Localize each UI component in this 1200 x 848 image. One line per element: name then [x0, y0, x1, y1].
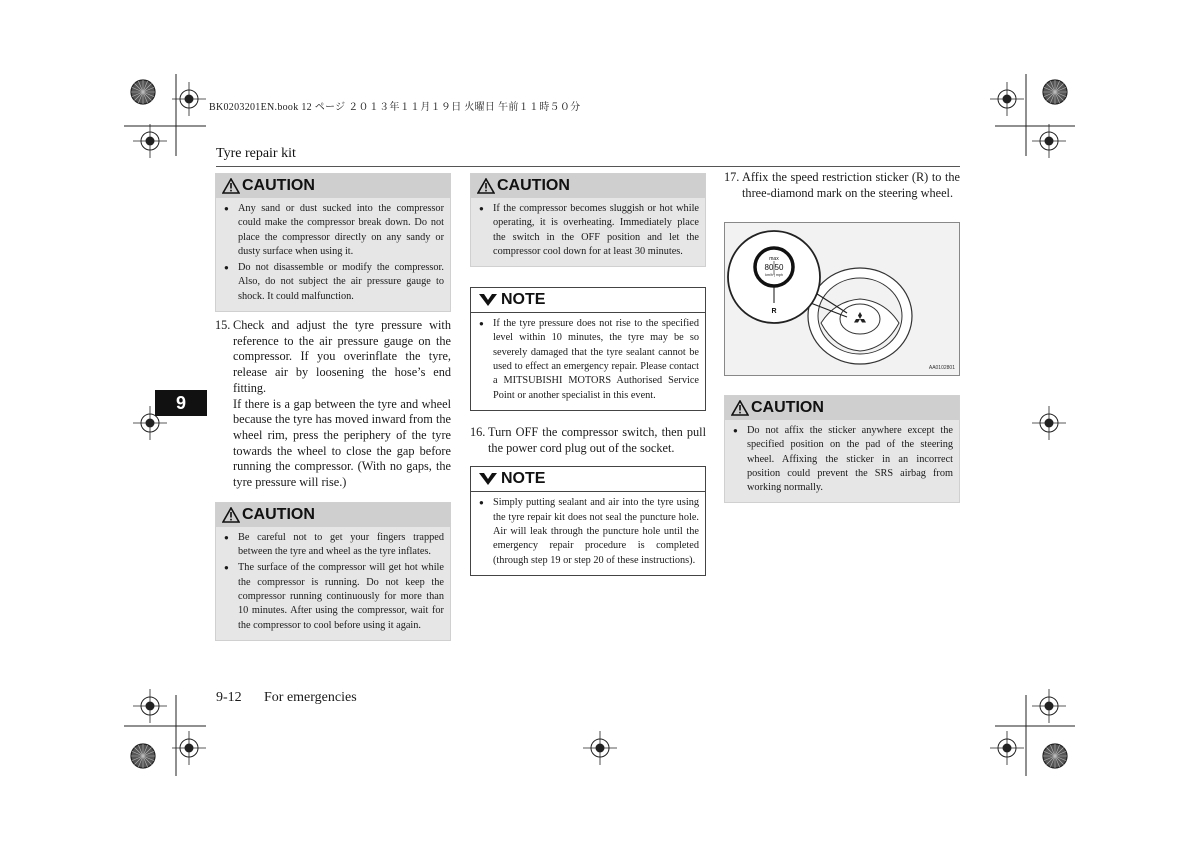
caution-title: CAUTION	[242, 505, 315, 523]
note-box	[470, 466, 706, 575]
caution-title: CAUTION	[242, 177, 315, 194]
chapter-tab: 9	[155, 390, 207, 416]
caution-title: CAUTION	[751, 399, 824, 416]
step-text: Turn OFF the compressor switch, then pull the power cord plug out of the socket.	[488, 424, 706, 455]
caution-header	[216, 503, 450, 527]
warning-triangle-icon	[222, 178, 240, 194]
header-rule	[216, 166, 960, 167]
note-header	[471, 467, 705, 492]
footer-section-title: For emergencies	[264, 690, 357, 705]
figure-code: AA0102801	[928, 365, 955, 371]
sticker-units: km/h | mph	[765, 273, 783, 277]
sticker-max-text: max	[769, 256, 779, 262]
note-check-icon	[477, 471, 499, 487]
left-column	[215, 173, 451, 641]
caution-item: ● Be careful not to get your fingers trapped between the tyre and wheel as the tyre inflates.	[224, 531, 444, 560]
callout-label-r: R	[771, 308, 777, 315]
step-number: 17.	[724, 170, 740, 184]
caution-title: CAUTION	[497, 177, 570, 194]
note-box	[470, 287, 706, 411]
steering-wheel-figure	[724, 222, 960, 376]
caution-item: ● If the compressor becomes sluggish or hot while operating, it is overheating. Immediately place the switch in the OFF position and let the compressor cool down for at least 30 minutes.	[479, 202, 699, 259]
note-check-icon	[477, 292, 499, 308]
warning-triangle-icon	[222, 507, 240, 523]
warning-triangle-icon	[477, 178, 495, 194]
caution-header	[725, 396, 959, 420]
caution-box	[470, 173, 706, 267]
caution-item: ● Do not affix the sticker anywhere except the specified position on the pad of the steering wheel. Affixing the sticker in an incorrect position could prevent the SRS airbag from working normally.	[733, 424, 953, 495]
caution-box	[724, 395, 960, 503]
note-title: NOTE	[501, 291, 546, 309]
page-number: 9-12	[216, 690, 242, 705]
caution-box	[215, 173, 451, 312]
caution-item: ● Any sand or dust sucked into the compressor could make the compressor break down. Do not place the compressor directly on any sandy or dusty surface when using it.	[224, 202, 444, 259]
sticker-kmh-value: 80	[764, 263, 774, 272]
caution-item: ● The surface of the compressor will get hot while the compressor is running. Do not keep the compressor running continuously for more than 10 minutes. After using the compressor, wait for the compressor to cool before using it again.	[224, 561, 444, 632]
step-16	[470, 425, 706, 456]
step-number: 16.	[470, 424, 486, 439]
caution-header	[216, 174, 450, 198]
step-text: Affix the speed restriction sticker (R) to the three-diamond mark on the steering wheel.	[742, 170, 960, 200]
print-info-line: BK0203201EN.book 12 ページ ２０１３年１１月１９日 火曜日 午前１１時５０分	[209, 102, 581, 113]
caution-item: ● Do not disassemble or modify the compressor. Also, do not subject the air pressure gauge to shock. It could malfunction.	[224, 261, 444, 304]
middle-column	[470, 173, 706, 576]
caution-header	[471, 174, 705, 198]
right-column-caution	[724, 395, 960, 503]
note-item: ● Simply putting sealant and air into the tyre using the tyre repair kit does not seal the puncture hole. Air will leak through the puncture hole until the emergency repair procedure is completed (through step 19 or step 20 of these instructions).	[479, 496, 699, 567]
step-text: If there is a gap between the tyre and wheel because the tyre has moved inward from the wheel rim, press the periphery of the tyre towards the wheel to close the gap before running the compressor. (With no gaps, the tyre pressure will rise.)	[233, 396, 451, 490]
step-text: Check and adjust the tyre pressure with reference to the air pressure gauge on the compressor. If you overinflate the tyre, release air by loosening the hose’s end fitting.	[233, 318, 451, 395]
steering-wheel-illustration	[725, 223, 959, 375]
right-column	[724, 170, 960, 201]
warning-triangle-icon	[731, 400, 749, 416]
step-15	[215, 318, 451, 491]
step-17	[724, 170, 960, 201]
note-title: NOTE	[501, 470, 546, 488]
caution-box	[215, 502, 451, 641]
sticker-mph-value: 50	[774, 263, 784, 272]
running-head: Tyre repair kit	[216, 146, 296, 161]
step-number: 15.	[215, 318, 231, 333]
note-header	[471, 288, 705, 313]
note-item: ● If the tyre pressure does not rise to the specified level within 10 minutes, the tyre may be so severely damaged that the tyre sealant cannot be used to effect an emergency repair. Please contact a MITSUBISHI MOTORS Authorised Service Point or another specialist in this event.	[479, 317, 699, 403]
